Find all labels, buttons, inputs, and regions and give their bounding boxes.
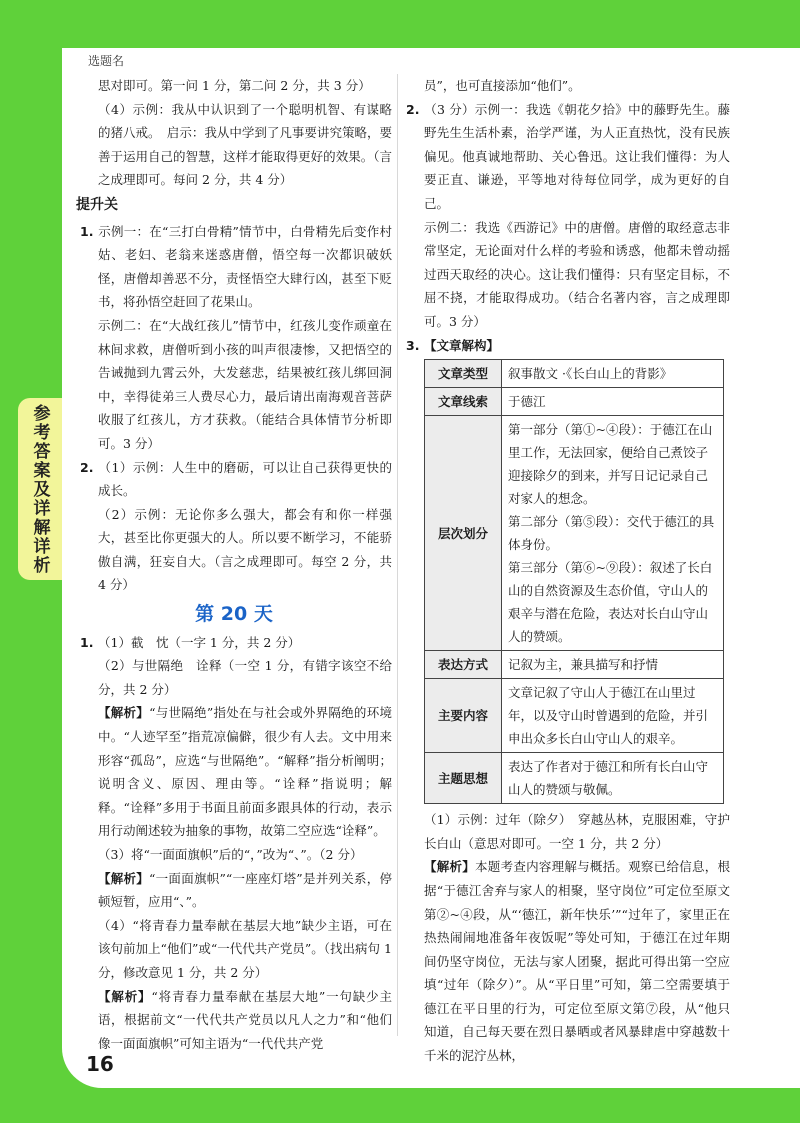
table-row: [425, 360, 724, 388]
table-cell: 于德江: [502, 388, 724, 416]
table-header-cell: 表达方式: [425, 651, 502, 679]
answer-item: 1. （1）截 忱（一字 1 分，共 2 分）: [76, 631, 392, 655]
paragraph: 员”，也可直接添加“他们”。: [424, 78, 581, 93]
item-number: 1.: [80, 634, 94, 650]
table-row: [425, 753, 724, 804]
top-border: [0, 0, 800, 48]
structure-table: [424, 359, 724, 804]
left-column: [76, 74, 392, 1055]
table-row: [425, 416, 724, 651]
side-tab-label: 参考答案及详解详析: [29, 403, 50, 575]
bottom-border: [0, 1088, 800, 1123]
paragraph: （4）示例：我从中认识到了一个聪明机智、有谋略的猪八戒。 启示：我从中学到了凡事要讲究策略，要善于运用自己的智慧，这样才能取得更好的效果。（言之成理即可。每问 2 分，共 4 分）: [98, 101, 392, 188]
day-title: 第 20 天: [195, 603, 273, 626]
answer-item: 3. 【文章解构】: [402, 334, 730, 358]
paragraph: （2）与世隔绝 诠释（一空 1 分，有错字该空不给分，共 2 分）: [98, 658, 392, 697]
analysis: 【解析】“与世隔绝”指处在与社会或外界隔绝的环境中。“人迹罕至”指荒凉偏僻，很少有人去。文中用来形容“孤岛”，应选“与世隔绝”。“解释”指分析阐明；说明含义、原因、理由等。“诠释”指说明；解释。“诠释”多用于书面且前面多跟具体的行动，表示用行动阐述较为抽象的事物，故第二空应选“诠释”。: [98, 705, 392, 839]
table-header-cell: 文章类型: [425, 360, 502, 388]
cell-line: 第一部分（第①~④段）：于德江在山里工作，无法回家，便给自己煮饺子迎接除夕的到来，并写日记记录自己对家人的想念。: [508, 422, 713, 507]
analysis: 【解析】“将青春力量奉献在基层大地”一句缺少主语，根据前文“一代代共产党员以凡人之力”和“他们像一面面旗帜”可知主语为“一代代共产党: [98, 988, 392, 1051]
right-column: [402, 74, 730, 1068]
table-cell: 文章记叙了守山人于德江在山里过年，以及守山时曾遇到的危险，并引申出众多长白山守山人的艰辛。: [502, 679, 724, 753]
table-header-cell: 主题思想: [425, 753, 502, 804]
table-header-cell: 层次划分: [425, 416, 502, 651]
item-number: 2.: [406, 101, 420, 117]
answer-item: 2. （1）示例：人生中的磨砺，可以让自己获得更快的成长。: [76, 456, 392, 503]
table-cell: 表达了作者对于德江和所有长白山守山人的赞颂与敬佩。: [502, 753, 724, 804]
paragraph: 示例二：在“大战红孩儿”情节中，红孩儿变作顽童在林间求救，唐僧听到小孩的叫声很凄惨，又把悟空的告诫抛到九霄云外，大发慈悲，结果被红孩儿绑回洞中，幸得徒弟三人费尽心力，最后请出南海观音菩萨收服了红孩儿，方才获救。（能结合具体情节分析即可。3 分）: [98, 317, 392, 451]
table-row: [425, 679, 724, 753]
table-cell: [502, 416, 724, 651]
analysis: 【解析】本题考查内容理解与概括。观察已给信息，根据“于德江舍弃与家人的相聚，坚守岗位”可定位至原文第②~④段，从“‘德江，新年快乐’”“过年了，家里正在热热闹闹地准备年夜饭呢”等处可知，于德江在过年期间仍坚守岗位，无法与家人团聚，据此可得出第一空应填“过年（除夕）”。从“平日里”可知，第二空需要填于德江在平日里的行为，可定位至原文第⑦段，从“他只知道，自己每天要在烈日暴晒或者风暴肆虐中穿越数十千米的泥泞丛林，: [424, 859, 730, 1064]
column-divider: [397, 74, 398, 1036]
answer-item: 2. （3 分）示例一：我选《朝花夕拾》中的藤野先生。藤野先生生活朴素，治学严谨，为人正直热忱，没有民族偏见。他真诚地帮助、关心鲁迅。这让我们懂得：为人要正直、谦逊，平等地对待每位同学，成为更好的自己。: [402, 98, 730, 216]
paragraph: 思对即可。第一问 1 分，第二问 2 分，共 3 分）: [98, 78, 371, 93]
analysis: 【解析】“一面面旗帜”“一座座灯塔”是并列关系，停顿短暂，应用“、”。: [98, 870, 392, 910]
table-cell: 记叙为主，兼具描写和抒情: [502, 651, 724, 679]
cell-line: 第三部分（第⑥~⑨段）：叙述了长白山的自然资源及生态价值，守山人的艰辛与潜在危险，表达对长白山守山人的赞颂。: [508, 560, 713, 645]
paragraph: 示例二：我选《西游记》中的唐僧。唐僧的取经意志非常坚定，无论面对什么样的考验和诱惑，他都未曾动摇过西天取经的决心。这让我们懂得：只有坚定目标，不屈不挠，才能取得成功。（结合名著内容，言之成理即可。3 分）: [424, 219, 730, 329]
analysis-tag: 【解析】: [98, 988, 152, 1004]
answer-item: 1. 示例一：在“三打白骨精”情节中，白骨精先后变作村姑、老妇、老翁来迷惑唐僧，悟空每一次都识破妖怪，唐僧却善恶不分，责怪悟空大肆行凶，甚至下贬书，将孙悟空赶回了花果山。: [76, 220, 392, 314]
side-tab: [18, 398, 62, 580]
table-row: [425, 388, 724, 416]
paragraph: （3）将“一面面旗帜”后的“，”改为“、”。（2 分）: [98, 847, 363, 862]
table-header-cell: 文章线索: [425, 388, 502, 416]
analysis-tag: 【解析】: [424, 859, 476, 875]
header-label: 选题名: [88, 54, 125, 68]
table-row: [425, 651, 724, 679]
table-cell: 叙事散文 ·《长白山上的背影》: [502, 360, 724, 388]
analysis-tag: 【解析】: [98, 705, 150, 721]
paragraph: （1）示例：过年（除夕） 穿越丛林，克服困难，守护长白山（意思对即可。一空 1 分，共 2 分）: [424, 812, 730, 851]
paragraph: （2）示例：无论你多么强大，都会有和你一样强大，甚至比你更强大的人。所以要不断学习，不能骄傲自满，狂妄自大。（言之成理即可。每空 2 分，共 4 分）: [98, 506, 392, 593]
item-number: 3.: [406, 337, 420, 353]
page-number: 16: [86, 1052, 114, 1076]
item-number: 1.: [80, 223, 94, 239]
item-number: 2.: [80, 459, 94, 475]
cell-line: 第二部分（第⑤段）：交代于德江的具体身份。: [508, 514, 715, 553]
section-heading: 提升关: [76, 196, 118, 213]
table-header-cell: 主要内容: [425, 679, 502, 753]
analysis-tag: 【解析】: [98, 870, 150, 886]
paragraph: （4）“将青春力量奉献在基层大地”缺少主语，可在该句前加上“他们”或“一代代共产党员”。（找出病句 1 分，修改意见 1 分，共 2 分）: [98, 917, 392, 980]
